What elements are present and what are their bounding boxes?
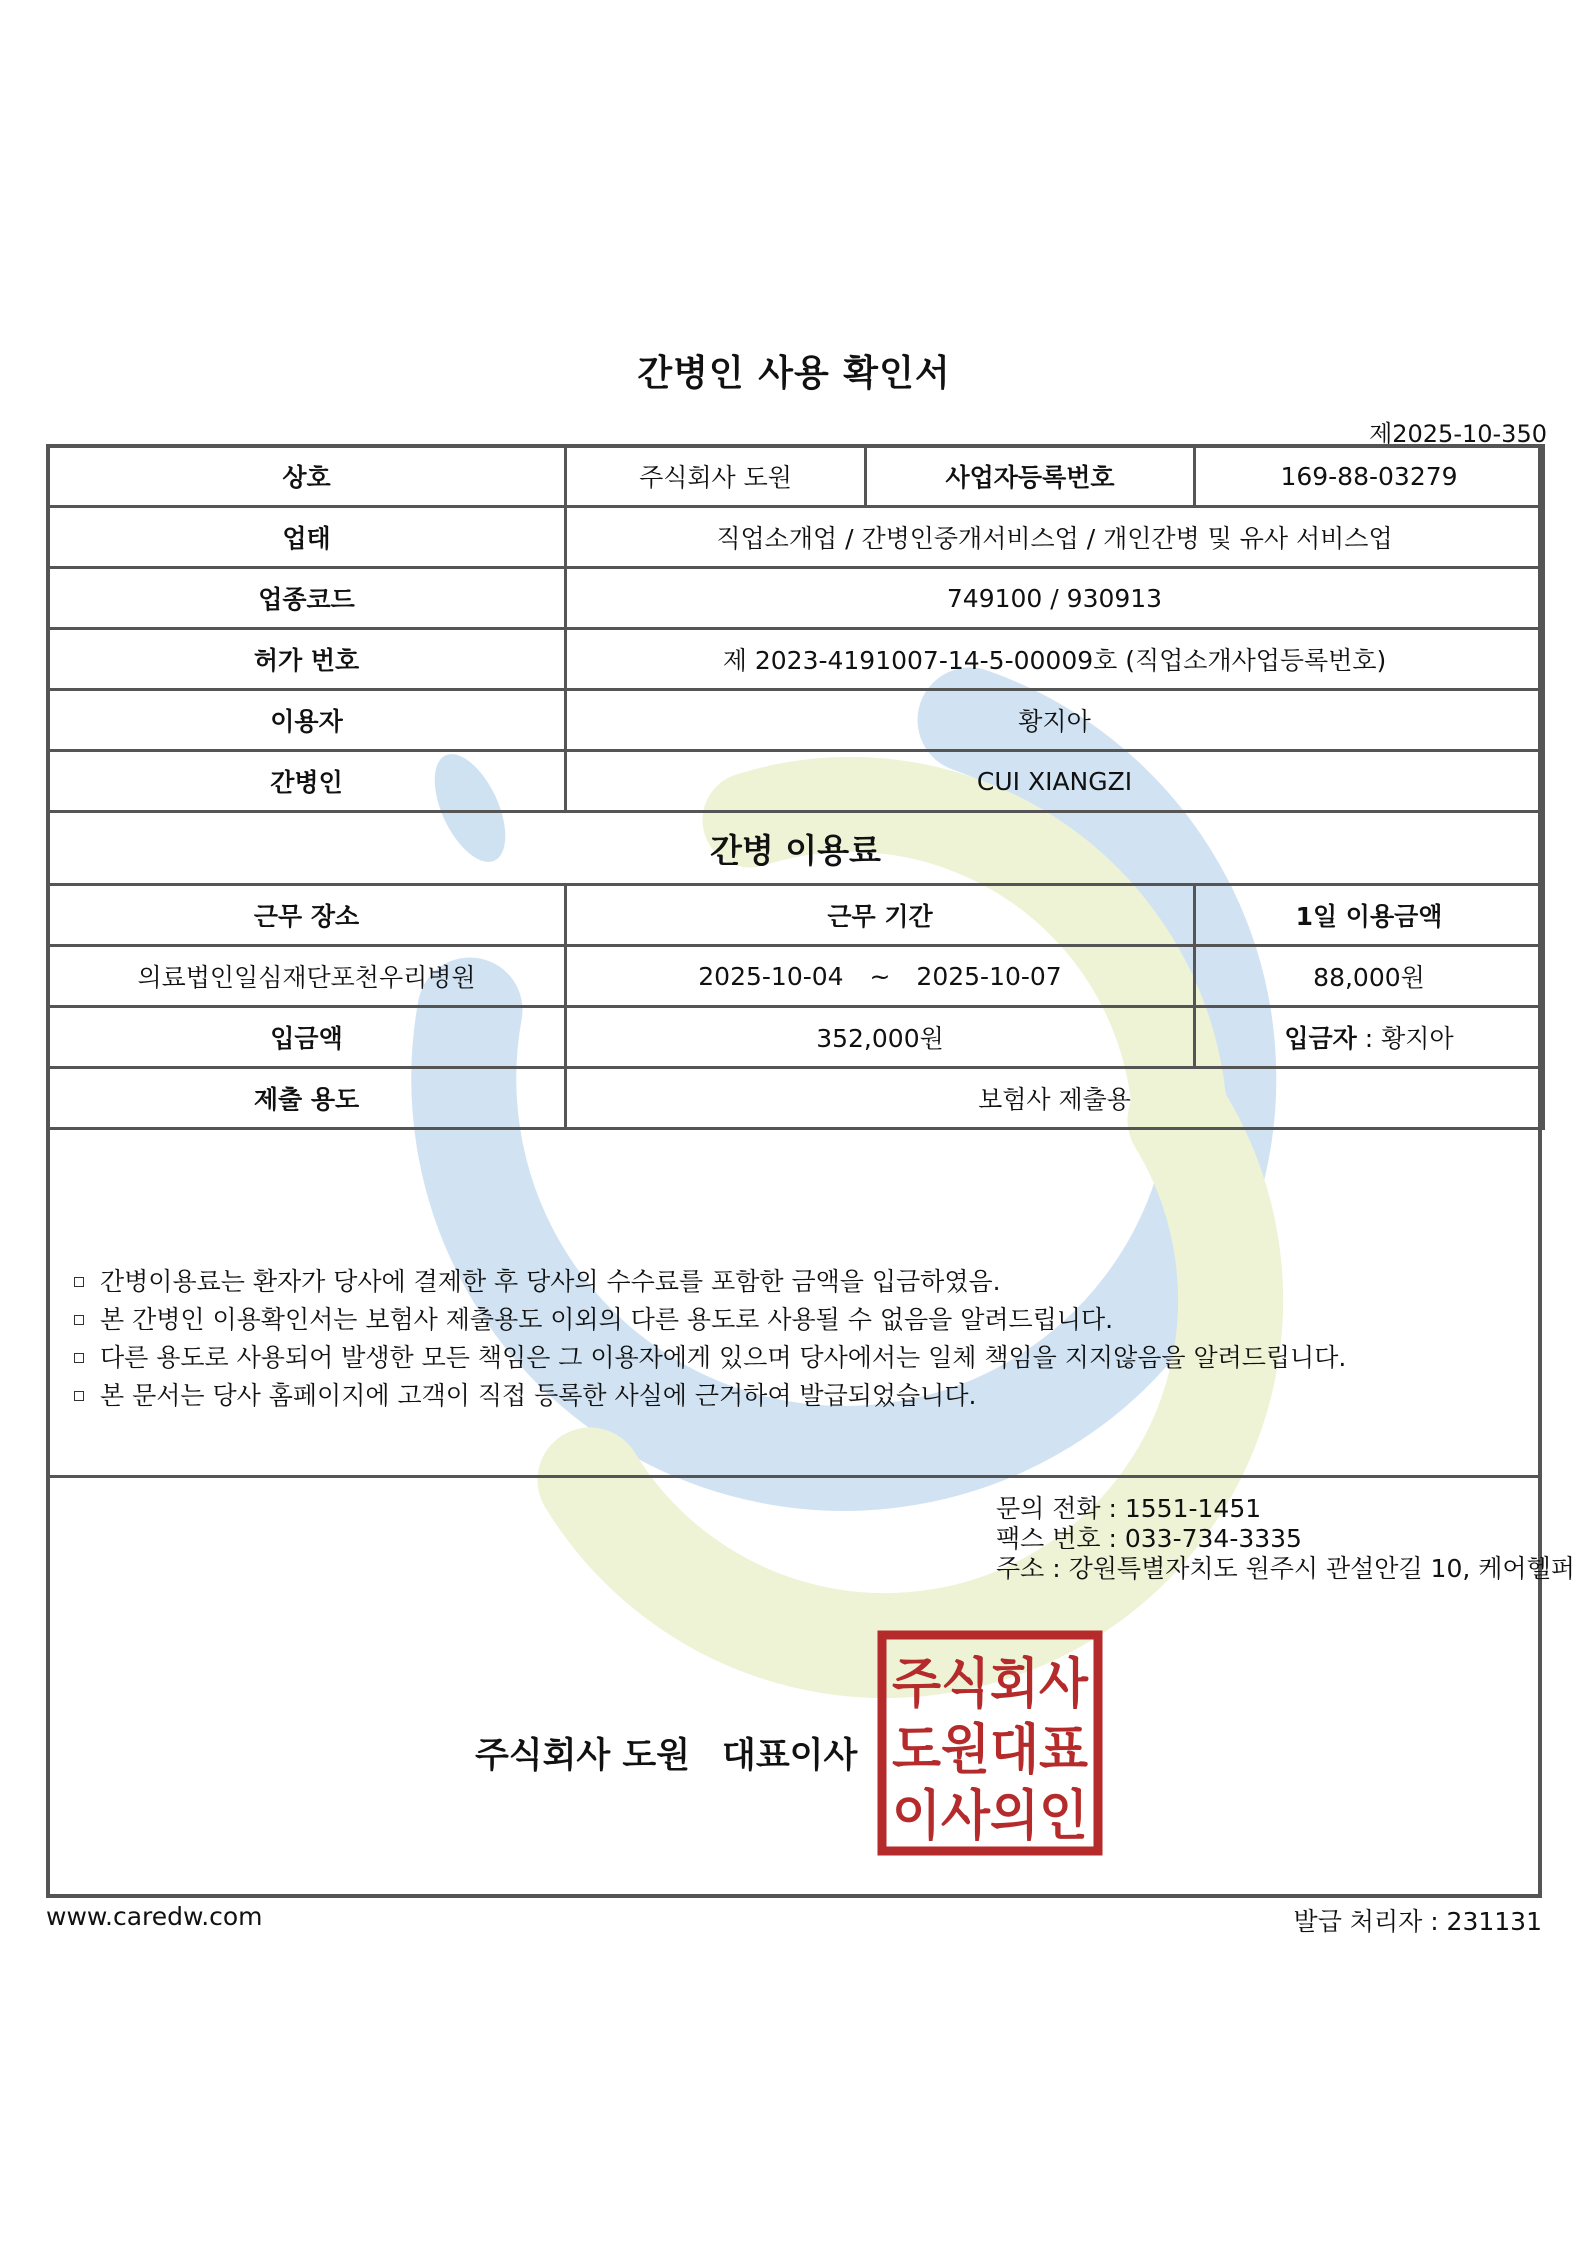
signer-company: 주식회사 도원: [475, 1736, 691, 1776]
note-text: 다른 용도로 사용되어 발생한 모든 책임은 그 이용자에게 있으며 당사에서는 일체 책임을 지지않음을 알려드립니다.: [100, 1343, 1347, 1372]
period-value: [566, 946, 1195, 1007]
depositor-value: : 황지아: [1356, 1024, 1454, 1053]
list-item: [74, 1301, 1346, 1339]
license-value: 제 2023-4191007-14-5-00009호 (직업소개사업등록번호): [566, 629, 1544, 690]
table-row: [48, 751, 1544, 812]
company-label: 상호: [48, 446, 566, 507]
industry-label: 업태: [48, 507, 566, 568]
period-start: 2025-10-04: [698, 961, 844, 991]
company-seal-stamp: [877, 1630, 1103, 1856]
table-row: [48, 629, 1544, 690]
svg-text:주식회사: 주식회사: [892, 1652, 1089, 1715]
industry-code-value: 749100 / 930913: [566, 568, 1544, 629]
depositor-label: 입금자: [1284, 1024, 1357, 1053]
table-row: [48, 690, 1544, 751]
daily-fee-label: 1일 이용금액: [1195, 885, 1544, 946]
issuer-id: 발급 처리자 : 231131: [1293, 1907, 1542, 1936]
purpose-value: 보험사 제출용: [566, 1068, 1544, 1129]
table-row: [48, 446, 1544, 507]
caregiver-label: 간병인: [48, 751, 566, 812]
contact-phone: 문의 전화 : 1551-1451: [996, 1494, 1262, 1523]
note-text: 본 간병인 이용확인서는 보험사 제출용도 이외의 다른 용도로 사용될 수 없음을 알려드립니다.: [100, 1305, 1114, 1334]
location-value: 의료법인일심재단포천우리병원: [48, 946, 566, 1007]
svg-text:이사의인: 이사의인: [892, 1784, 1088, 1847]
fee-section-title: 간병 이용료: [48, 812, 1544, 885]
list-item: [74, 1339, 1346, 1377]
square-bullet-icon: [74, 1277, 84, 1287]
document-title: 간병인 사용 확인서: [637, 353, 951, 394]
period-separator: ~: [869, 961, 891, 991]
user-label: 이용자: [48, 690, 566, 751]
daily-fee-value: 88,000원: [1195, 946, 1544, 1007]
purpose-label: 제출 용도: [48, 1068, 566, 1129]
table-row: [48, 812, 1544, 885]
website-url: www.caredw.com: [46, 1902, 263, 1931]
document-number: 제2025-10-350: [1369, 420, 1547, 448]
contact-fax: 팩스 번호 : 033-734-3335: [996, 1524, 1302, 1553]
list-item: [74, 1263, 1346, 1301]
period-label: 근무 기간: [566, 885, 1195, 946]
caregiver-value: CUI XIANGZI: [566, 751, 1544, 812]
table-row: [48, 885, 1544, 946]
table-row: [48, 568, 1544, 629]
list-item: [74, 1377, 1346, 1415]
square-bullet-icon: [74, 1315, 84, 1325]
notes-list: [74, 1263, 1346, 1415]
deposit-label: 입금액: [48, 1007, 566, 1068]
table-row: [48, 1007, 1544, 1068]
period-end: 2025-10-07: [916, 961, 1062, 991]
deposit-value: 352,000원: [566, 1007, 1195, 1068]
biz-reg-number: 169-88-03279: [1195, 446, 1544, 507]
contact-address: 주소 : 강원특별자치도 원주시 관설안길 10, 케어헬퍼: [996, 1554, 1575, 1583]
note-text: 간병이용료는 환자가 당사에 결제한 후 당사의 수수료를 포함한 금액을 입금하였음.: [100, 1267, 1001, 1296]
depositor-cell: [1195, 1007, 1544, 1068]
table-row: [48, 946, 1544, 1007]
signer-block: [475, 1728, 889, 1778]
svg-text:도원대표: 도원대표: [892, 1718, 1088, 1781]
signer-title: 대표이사: [722, 1736, 858, 1776]
table-row: [48, 507, 1544, 568]
section-divider: [46, 1475, 1542, 1478]
location-label: 근무 장소: [48, 885, 566, 946]
contact-block: [996, 1494, 1575, 1584]
license-label: 허가 번호: [48, 629, 566, 690]
info-table: [46, 444, 1545, 1130]
note-text: 본 문서는 당사 홈페이지에 고객이 직접 등록한 사실에 근거하여 발급되었습니다.: [100, 1381, 977, 1410]
square-bullet-icon: [74, 1353, 84, 1363]
industry-value: 직업소개업 / 간병인중개서비스업 / 개인간병 및 유사 서비스업: [566, 507, 1544, 568]
table-row: [48, 1068, 1544, 1129]
company-name: 주식회사 도원: [566, 446, 866, 507]
user-value: 황지아: [566, 690, 1544, 751]
biz-reg-label: 사업자등록번호: [866, 446, 1195, 507]
industry-code-label: 업종코드: [48, 568, 566, 629]
square-bullet-icon: [74, 1391, 84, 1401]
